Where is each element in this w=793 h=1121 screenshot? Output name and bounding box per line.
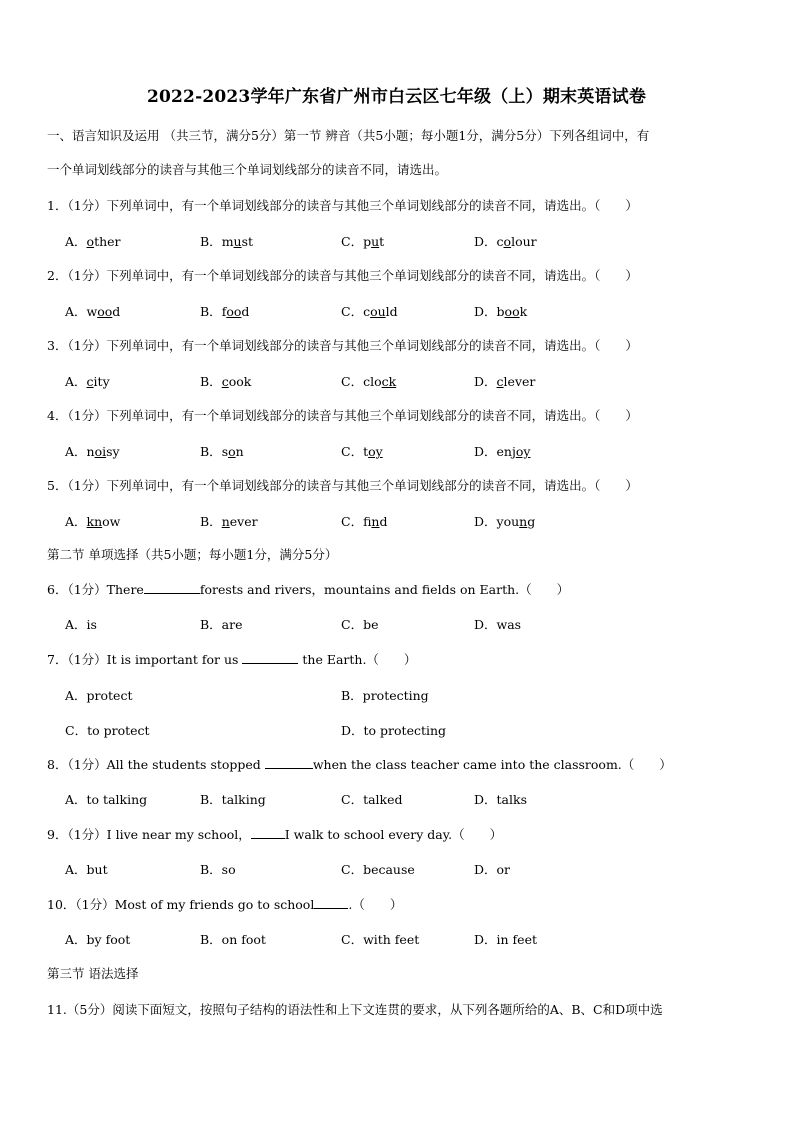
word-suffix: d: [241, 304, 250, 319]
q4-option-c[interactable]: [341, 442, 383, 460]
question-number: 8．: [47, 757, 68, 772]
option-letter: B．: [200, 514, 222, 529]
question-1: [47, 196, 638, 214]
word-suffix: sy: [106, 444, 120, 459]
q2-option-a[interactable]: [65, 302, 120, 320]
q9-option-a[interactable]: A．but: [65, 862, 108, 877]
q1-option-b[interactable]: [200, 232, 253, 250]
word-suffix: k: [519, 304, 528, 319]
option-letter: A．: [65, 514, 87, 529]
q8-option-c[interactable]: C．talked: [341, 792, 403, 807]
option-letter: A．: [65, 304, 87, 319]
word-suffix: lour: [511, 234, 537, 249]
part2-heading: 第二节 单项选择（共5小题；每小题1分，满分5分）: [47, 547, 338, 562]
word-prefix: w: [86, 304, 98, 319]
underlined-part: n: [519, 514, 528, 529]
question-text-b: the Earth.（ ）: [298, 652, 417, 667]
word-suffix: ever: [229, 514, 258, 529]
question-5: [47, 476, 638, 494]
word-prefix: fi: [363, 514, 372, 529]
underlined-part: c: [496, 374, 504, 389]
answer-blank[interactable]: [242, 651, 298, 664]
q3-option-d[interactable]: [474, 372, 535, 390]
option-letter: D．: [474, 304, 497, 319]
word-prefix: t: [363, 444, 369, 459]
question-number: 9．: [47, 827, 68, 842]
q7-option-b[interactable]: B．protecting: [341, 688, 429, 703]
option-letter: B．: [200, 304, 222, 319]
word-suffix: st: [241, 234, 254, 249]
question-10: [47, 895, 402, 913]
word-prefix: enj: [496, 444, 516, 459]
question-text-b: forests and rivers，mountains and fields on Earth.（ ）: [199, 582, 570, 597]
word-suffix: ity: [93, 374, 110, 389]
question-text-b: .（ ）: [348, 897, 403, 912]
question-9: [47, 825, 502, 843]
answer-blank[interactable]: [265, 756, 313, 769]
question-number: 4．: [47, 408, 68, 423]
q6-option-d[interactable]: D．was: [474, 617, 522, 632]
word-suffix: ow: [102, 514, 121, 529]
option-letter: D．: [474, 444, 497, 459]
underlined-part: kn: [86, 514, 103, 529]
underlined-part: u: [233, 234, 242, 249]
word-suffix: ook: [228, 374, 252, 389]
underlined-part: oo: [504, 304, 520, 319]
question-stem: （1分）下列单词中，有一个单词划线部分的读音与其他三个单词划线部分的读音不同，请选出。（ ）: [67, 478, 638, 493]
question-number: 10．: [47, 897, 76, 912]
q4-option-b[interactable]: [200, 442, 244, 460]
q10-option-c[interactable]: C．with feet: [341, 932, 420, 947]
question-number: 6．: [47, 582, 68, 597]
option-letter: C．: [341, 374, 364, 389]
option-letter: C．: [341, 304, 364, 319]
word-suffix: d: [379, 514, 388, 529]
word-suffix: g: [527, 514, 536, 529]
underlined-part: o: [86, 234, 95, 249]
q8-option-b[interactable]: B．talking: [200, 792, 266, 807]
word-prefix: you: [496, 514, 520, 529]
question-text-a: （1分）There: [67, 582, 144, 597]
q5-option-c[interactable]: [341, 512, 388, 530]
word-prefix: c: [496, 234, 504, 249]
option-letter: D．: [474, 374, 497, 389]
underlined-part: n: [371, 514, 380, 529]
q2-option-b[interactable]: [200, 302, 249, 320]
option-letter: A．: [65, 444, 87, 459]
underlined-part: u: [371, 234, 380, 249]
question-3: [47, 336, 638, 354]
question-6: [47, 580, 569, 598]
q7-option-d[interactable]: D．to protecting: [341, 723, 447, 738]
word-prefix: f: [221, 304, 227, 319]
q6-option-c[interactable]: C．be: [341, 617, 379, 632]
q5-option-a[interactable]: [65, 512, 120, 530]
question-text-b: I walk to school every day.（ ）: [284, 827, 503, 842]
q1-option-c[interactable]: [341, 232, 384, 250]
question-number: 7．: [47, 652, 68, 667]
q4-option-d[interactable]: [474, 442, 530, 460]
q6-option-b[interactable]: B．are: [200, 617, 243, 632]
word-prefix: m: [221, 234, 234, 249]
question-number: 5．: [47, 478, 68, 493]
answer-blank[interactable]: [144, 581, 200, 594]
question-number: 2．: [47, 268, 68, 283]
part1-instructions-line2: 一个单词划线部分的读音与其他三个单词划线部分的读音不同，请选出。: [47, 162, 448, 177]
word-prefix: p: [363, 234, 372, 249]
word-prefix: s: [221, 444, 229, 459]
word-prefix: c: [363, 304, 371, 319]
option-letter: B．: [200, 234, 222, 249]
question-text-b: when the class teacher came into the classroom.（ ）: [312, 757, 672, 772]
question-4: [47, 406, 638, 424]
q3-option-c[interactable]: [341, 372, 396, 390]
underlined-part: oy: [515, 444, 531, 459]
option-letter: A．: [65, 234, 87, 249]
q1-option-a[interactable]: [65, 232, 121, 250]
option-letter: C．: [341, 444, 364, 459]
word-prefix: n: [86, 444, 95, 459]
question-11: 11.（5分）阅读下面短文，按照句子结构的语法性和上下文连贯的要求，从下列各题所给的A、B、C和D项中选: [47, 1002, 663, 1017]
option-letter: D．: [474, 514, 497, 529]
option-letter: B．: [200, 444, 222, 459]
q1-option-d[interactable]: [474, 232, 537, 250]
question-stem: （1分）下列单词中，有一个单词划线部分的读音与其他三个单词划线部分的读音不同，请选出。（ ）: [67, 268, 638, 283]
q10-option-b[interactable]: B．on foot: [200, 932, 266, 947]
page-title: 2022-2023学年广东省广州市白云区七年级（上）期末英语试卷: [146, 87, 647, 107]
underlined-part: c: [86, 374, 94, 389]
q4-option-a[interactable]: [65, 442, 120, 460]
question-7: [47, 650, 416, 668]
q3-option-a[interactable]: [65, 372, 110, 390]
option-letter: C．: [341, 514, 364, 529]
word-suffix: ld: [385, 304, 398, 319]
q8-option-d[interactable]: D．talks: [474, 792, 527, 807]
word-suffix: d: [112, 304, 121, 319]
question-text-a: （1分）I live near my school，: [67, 827, 251, 842]
underlined-part: o: [228, 444, 236, 459]
question-2: [47, 266, 638, 284]
q7-option-a[interactable]: A．protect: [65, 688, 133, 703]
underlined-part: ou: [370, 304, 386, 319]
underlined-part: oo: [97, 304, 113, 319]
q9-option-d[interactable]: D．or: [474, 862, 511, 877]
underlined-part: ck: [381, 374, 397, 389]
option-letter: D．: [474, 234, 497, 249]
option-letter: A．: [65, 374, 87, 389]
q5-option-b[interactable]: [200, 512, 258, 530]
question-stem: （1分）下列单词中，有一个单词划线部分的读音与其他三个单词划线部分的读音不同，请选出。（ ）: [67, 338, 638, 353]
question-8: [47, 755, 672, 773]
q5-option-d[interactable]: [474, 512, 535, 530]
underlined-part: oy: [368, 444, 383, 459]
q9-option-c[interactable]: C．because: [341, 862, 415, 877]
question-text-a: （1分）All the students stopped: [67, 757, 261, 772]
question-number: 3．: [47, 338, 68, 353]
q10-option-d[interactable]: D．in feet: [474, 932, 537, 947]
q2-option-d[interactable]: [474, 302, 527, 320]
underlined-part: oi: [94, 444, 107, 459]
part1-instructions-line1: 一、语言知识及运用 （共三节，满分5分）第一节 辨音（共5小题；每小题1分，满分5分）下列各组词中，有: [47, 128, 650, 143]
question-text-a: （1分）Most of my friends go to school: [75, 897, 315, 912]
question-number: 1．: [47, 198, 68, 213]
underlined-part: o: [503, 234, 512, 249]
word-prefix: clo: [363, 374, 382, 389]
q7-option-c[interactable]: C．to protect: [65, 723, 150, 738]
answer-blank[interactable]: [251, 826, 285, 839]
question-stem: （1分）下列单词中，有一个单词划线部分的读音与其他三个单词划线部分的读音不同，请选出。（ ）: [67, 408, 638, 423]
option-letter: C．: [341, 234, 364, 249]
q8-option-a[interactable]: A．to talking: [65, 792, 148, 807]
q9-option-b[interactable]: B．so: [200, 862, 236, 877]
option-letter: B．: [200, 374, 222, 389]
word-suffix: n: [235, 444, 244, 459]
question-stem: （1分）下列单词中，有一个单词划线部分的读音与其他三个单词划线部分的读音不同，请选出。（ ）: [67, 198, 638, 213]
q2-option-c[interactable]: [341, 302, 398, 320]
q3-option-b[interactable]: [200, 372, 251, 390]
answer-blank[interactable]: [314, 896, 348, 909]
underlined-part: oo: [226, 304, 242, 319]
word-prefix: b: [496, 304, 505, 319]
word-suffix: lever: [503, 374, 536, 389]
part3-heading: 第三节 语法选择: [47, 966, 139, 981]
underlined-part: c: [221, 374, 229, 389]
q6-option-a[interactable]: A．is: [65, 617, 97, 632]
underlined-part: n: [221, 514, 230, 529]
q10-option-a[interactable]: A．by foot: [65, 932, 131, 947]
word-suffix: ther: [94, 234, 121, 249]
word-suffix: t: [379, 234, 385, 249]
question-text-a: （1分）It is important for us: [67, 652, 239, 667]
